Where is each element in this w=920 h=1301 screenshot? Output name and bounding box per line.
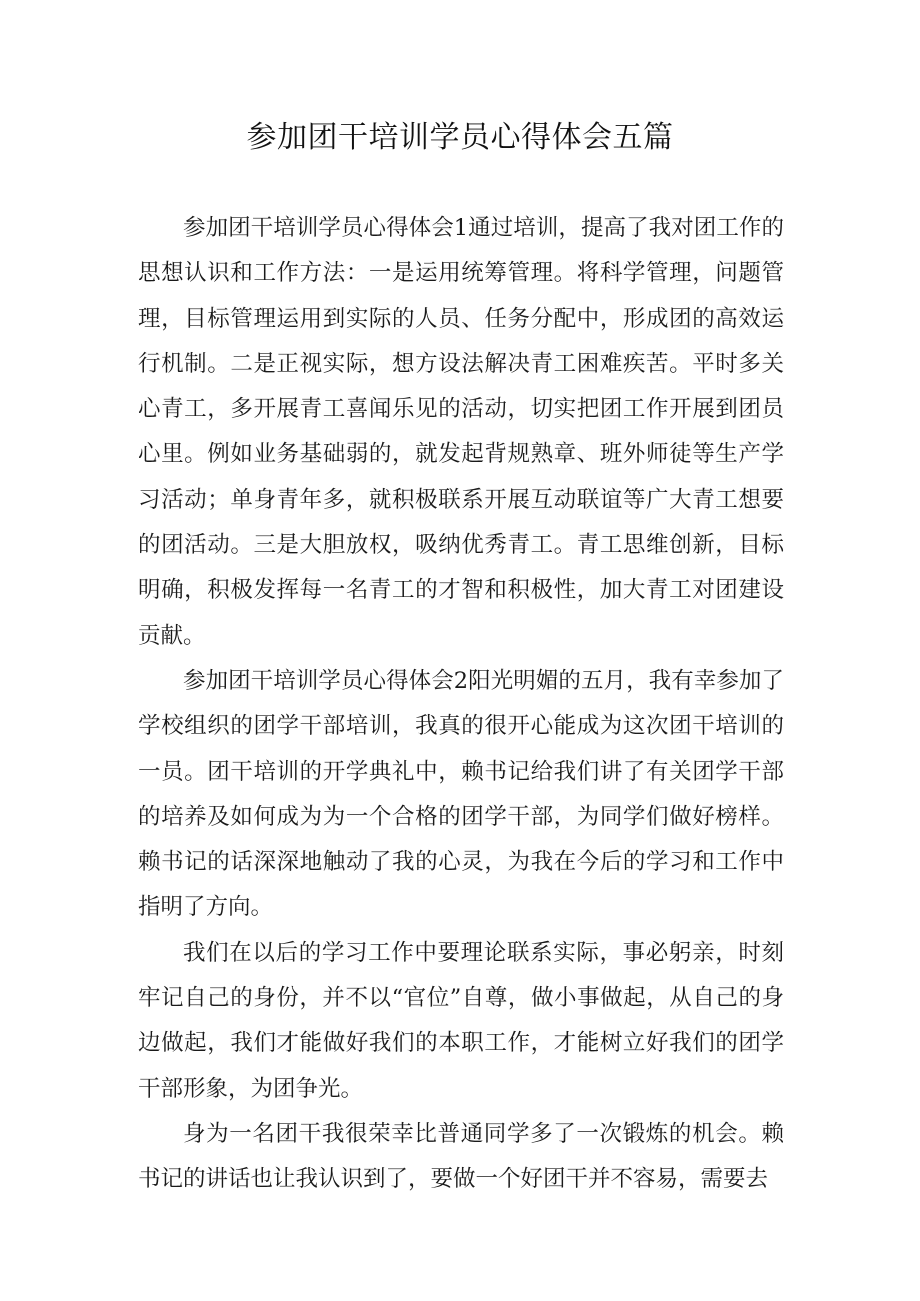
paragraph-1: 参加团干培训学员心得体会1通过培训，提高了我对团工作的思想认识和工作方法：一是运用统筹管理。将科学管理，问题管理，目标管理运用到实际的人员、任务分配中，形成团的高效运行机制。二是正视实际，想方设法解决青工困难疾苦。平时多关心青工，多开展青工喜闻乐见的活动，切实把团工作开展到团员心里。例如业务基础弱的，就发起背规熟章、班外师徒等生产学习活动；单身青年多，就积极联系开展互动联谊等广大青工想要的团活动。三是大胆放权，吸纳优秀青工。青工思维创新，目标明确，积极发挥每一名青工的才智和积极性，加大青工对团建设贡献。 bbox=[138, 215, 784, 649]
document-title: 参加团干培训学员心得体会五篇 bbox=[246, 120, 674, 155]
paragraph-4: 身为一名团干我很荣幸比普通同学多了一次锻炼的机会。赖书记的讲话也让我认识到了，要做一个好团干并不容易，需要去 bbox=[138, 1120, 784, 1193]
paragraph-3: 我们在以后的学习工作中要理论联系实际，事必躬亲，时刻牢记自己的身份，并不以“官位”自尊，做小事做起，从自己的身边做起，我们才能做好我们的本职工作，才能树立好我们的团学干部形象，为团争光。 bbox=[138, 939, 784, 1102]
document-body bbox=[138, 206, 784, 1203]
paragraph-2: 参加团干培训学员心得体会2阳光明媚的五月，我有幸参加了学校组织的团学干部培训，我真的很开心能成为这次团干培训的一员。团干培训的开学典礼中，赖书记给我们讲了有关团学干部的培养及如何成为为一个合格的团学干部，为同学们做好榜样。赖书记的话深深地触动了我的心灵，为我在今后的学习和工作中指明了方向。 bbox=[138, 667, 784, 921]
